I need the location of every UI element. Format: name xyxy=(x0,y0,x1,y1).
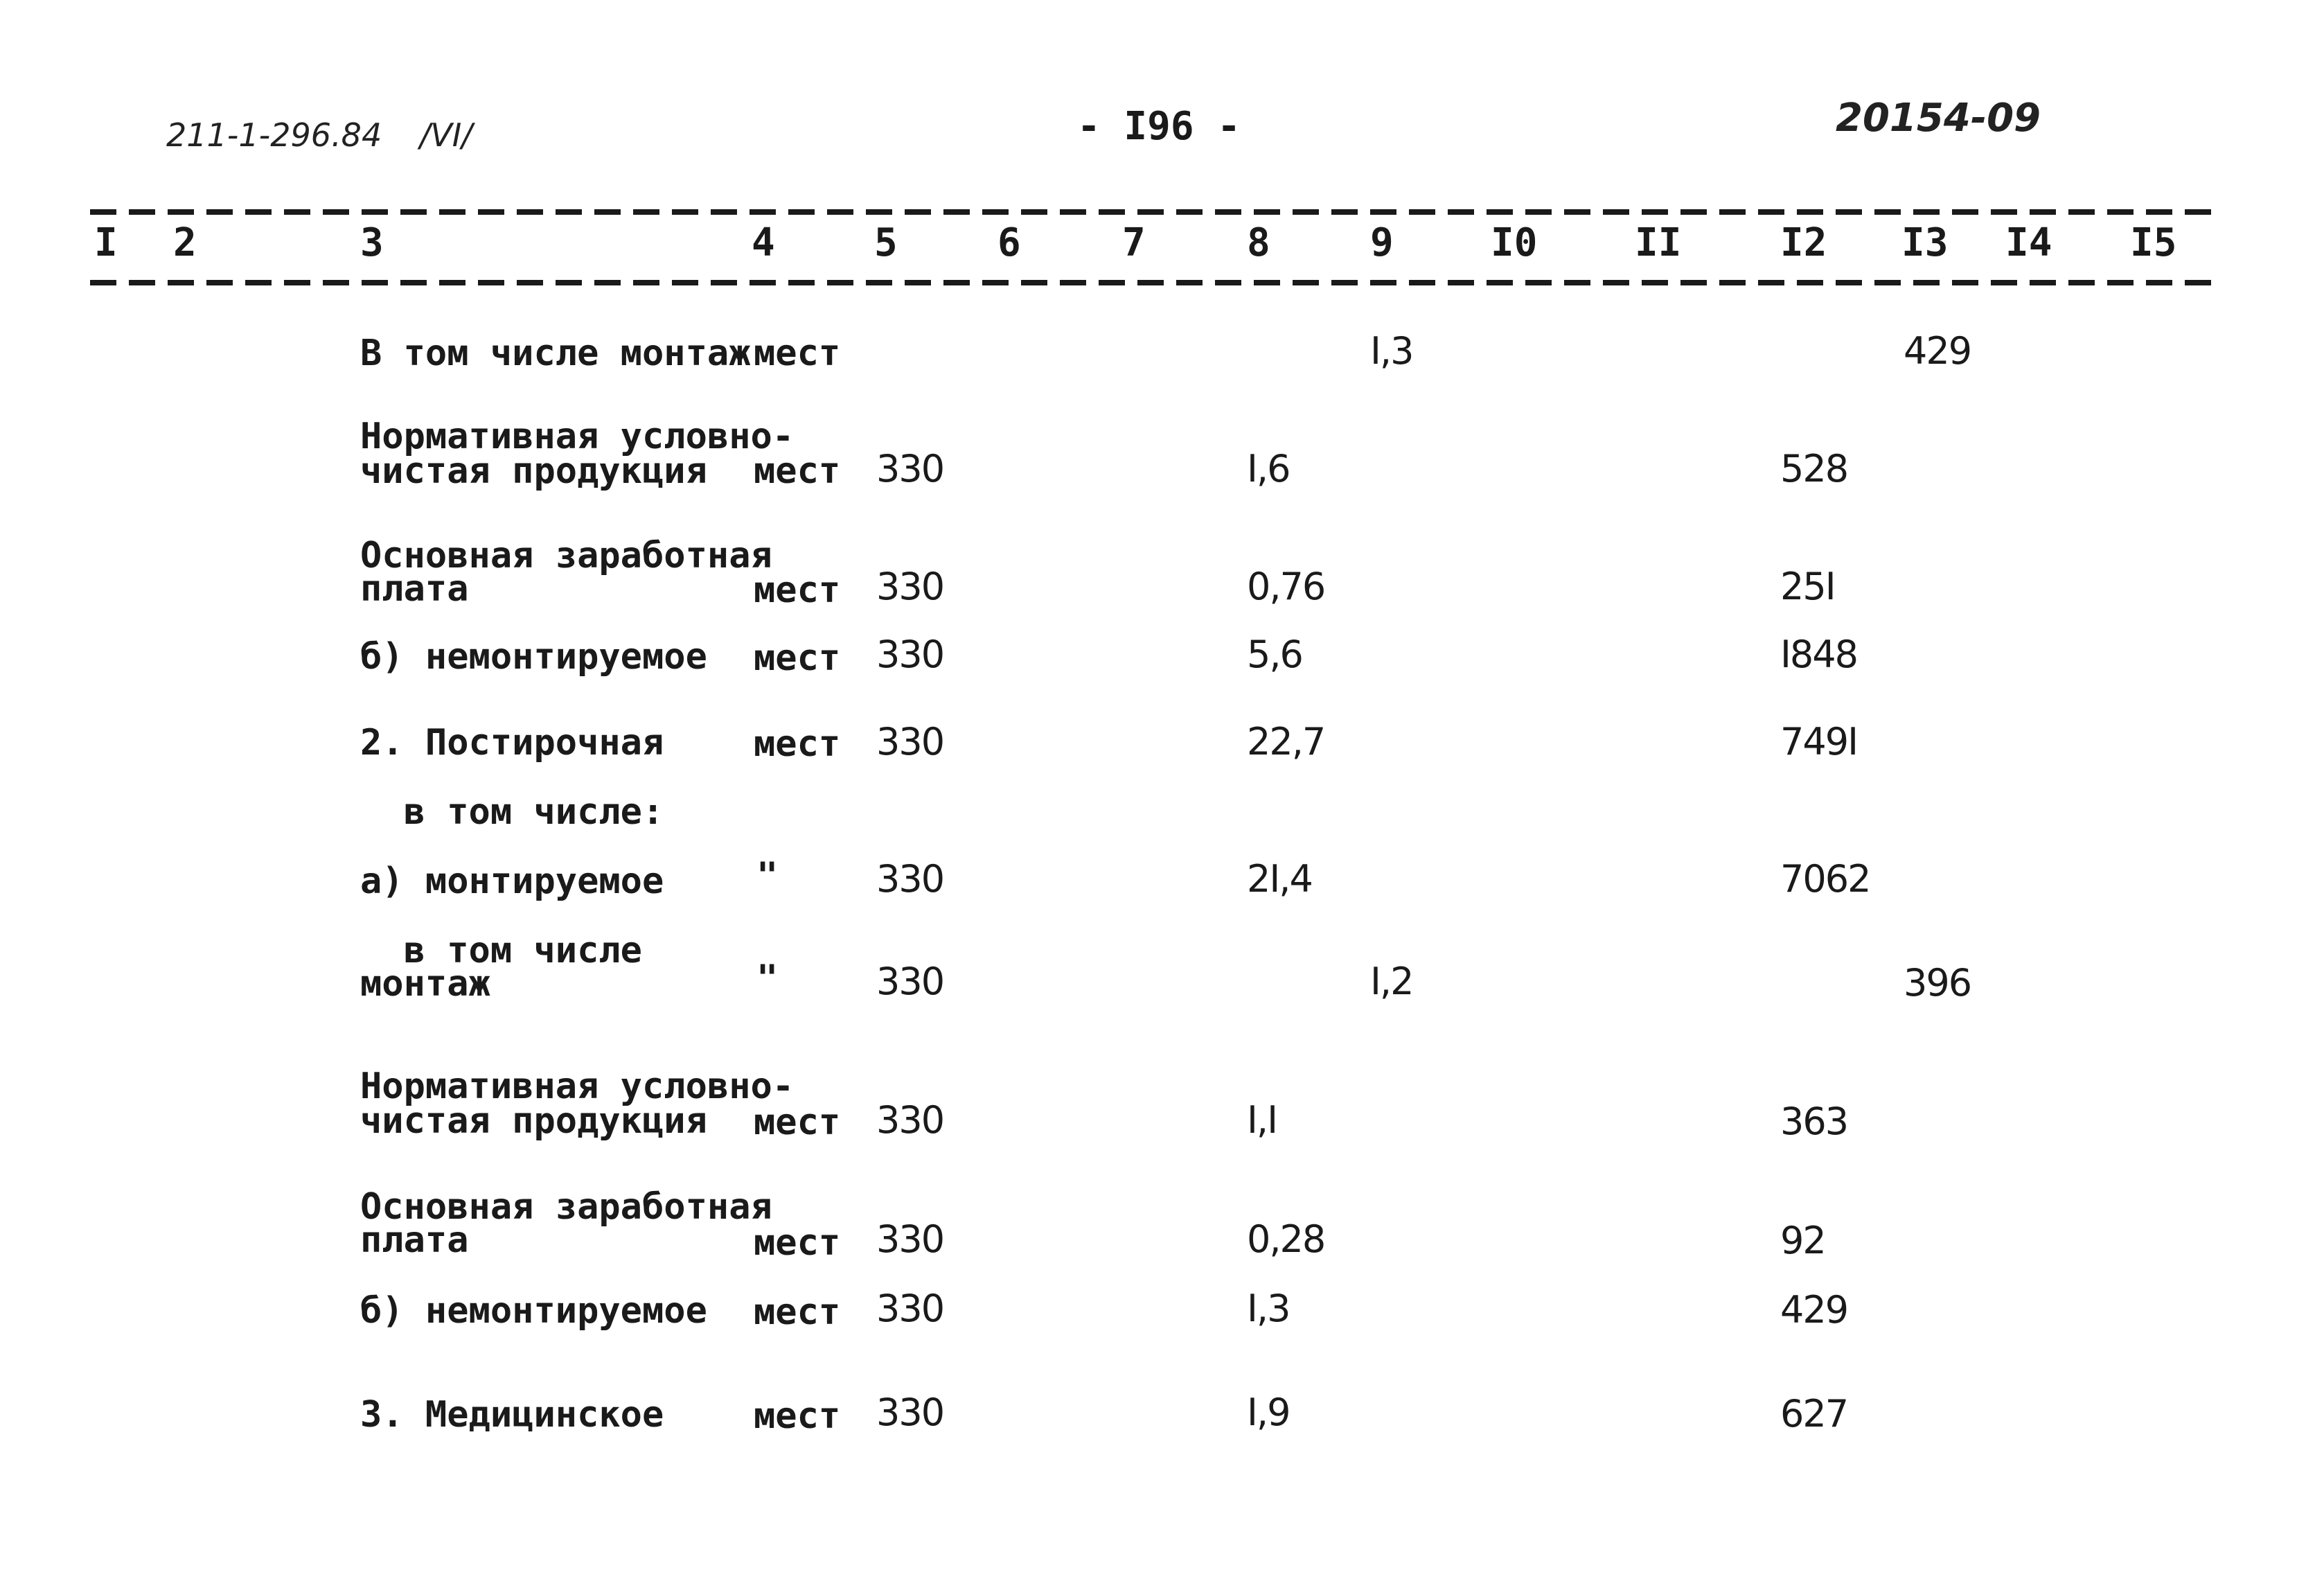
row-col9: I,3 xyxy=(1370,329,1413,373)
row-name: Нормативная условно- xyxy=(360,416,795,457)
doc-code: 211-1-296.84 /VI/ xyxy=(166,116,472,154)
row-name-line2: чистая продукция xyxy=(360,1100,707,1142)
row-unit: мест xyxy=(754,637,841,679)
page-number: - I96 - xyxy=(1077,104,1241,149)
row-col8: I,9 xyxy=(1247,1391,1290,1434)
col-header-3: 3 xyxy=(360,220,384,265)
row-name: в том числе: xyxy=(360,791,664,833)
row-unit: мест xyxy=(754,450,841,492)
row-col12: 7062 xyxy=(1780,857,1870,901)
row-name: в том числе xyxy=(360,930,642,971)
row-col5: 330 xyxy=(876,1098,944,1142)
row-col12: 363 xyxy=(1780,1100,1848,1143)
row-col12: 92 xyxy=(1780,1219,1825,1262)
col-header-6: 6 xyxy=(997,220,1021,265)
doc-mark: /VI/ xyxy=(419,116,472,154)
row-unit: " xyxy=(756,958,779,999)
row-col12: 749I xyxy=(1780,720,1857,764)
row-col8: 22,7 xyxy=(1247,720,1325,764)
col-header-4: 4 xyxy=(752,220,775,265)
col-header-14: I4 xyxy=(2005,220,2052,265)
row-col8: 0,28 xyxy=(1247,1217,1325,1261)
col-header-12: I2 xyxy=(1780,220,1827,265)
row-name: Нормативная условно- xyxy=(360,1066,795,1107)
row-col9: I,2 xyxy=(1370,960,1413,1003)
col-header-15: I5 xyxy=(2130,220,2177,265)
row-col5: 330 xyxy=(876,447,944,491)
row-unit: мест xyxy=(754,1222,841,1264)
row-col5: 330 xyxy=(876,565,944,608)
row-col8: 5,6 xyxy=(1247,633,1302,676)
row-name-line2: плата xyxy=(360,1219,469,1261)
row-name: а) монтируемое xyxy=(360,861,664,902)
row-col12: 627 xyxy=(1780,1392,1848,1436)
row-unit: мест xyxy=(754,1395,841,1437)
row-col8: 0,76 xyxy=(1247,565,1325,608)
col-header-10: I0 xyxy=(1491,220,1538,265)
row-name: 3. Медицинское xyxy=(360,1394,664,1436)
row-col5: 330 xyxy=(876,960,944,1003)
row-name: В том числе монтаж xyxy=(360,333,751,374)
row-name: б) немонтируемое xyxy=(360,636,707,678)
col-header-2: 2 xyxy=(173,220,197,265)
header-rule-top xyxy=(90,209,2220,215)
row-col12: 429 xyxy=(1780,1288,1848,1332)
row-col8: I,I xyxy=(1247,1098,1277,1142)
row-col5: 330 xyxy=(876,1287,944,1330)
row-col5: 330 xyxy=(876,633,944,676)
row-name: 2. Постирочная xyxy=(360,722,664,764)
row-col12: 25I xyxy=(1780,565,1835,608)
row-name: Основная заработная xyxy=(360,1186,772,1228)
row-col13: 429 xyxy=(1904,329,1971,373)
row-col5: 330 xyxy=(876,1391,944,1434)
col-header-13: I3 xyxy=(1901,220,1949,265)
row-unit: мест xyxy=(754,1291,841,1333)
col-header-11: II xyxy=(1635,220,1682,265)
row-name: Основная заработная xyxy=(360,535,772,576)
row-col13: 396 xyxy=(1904,961,1971,1005)
archive-number: 20154-09 xyxy=(1836,96,2041,141)
col-header-9: 9 xyxy=(1370,220,1394,265)
row-name-line2: плата xyxy=(360,568,469,610)
col-header-8: 8 xyxy=(1247,220,1270,265)
row-unit: " xyxy=(756,855,779,897)
row-col5: 330 xyxy=(876,720,944,764)
col-header-1: I xyxy=(94,220,118,265)
row-col8: I,3 xyxy=(1247,1287,1290,1330)
row-name-line2: чистая продукция xyxy=(360,450,707,492)
col-header-7: 7 xyxy=(1122,220,1146,265)
row-col5: 330 xyxy=(876,857,944,901)
row-col12: 528 xyxy=(1780,447,1848,491)
row-unit: мест xyxy=(754,723,841,765)
row-col8: I,6 xyxy=(1247,447,1290,491)
col-header-5: 5 xyxy=(874,220,898,265)
header-rule-bottom xyxy=(90,280,2220,285)
row-unit: мест xyxy=(754,570,841,611)
row-name: б) немонтируемое xyxy=(360,1290,707,1332)
row-col12: I848 xyxy=(1780,633,1857,676)
row-unit: мест xyxy=(754,1102,841,1143)
row-col8: 2I,4 xyxy=(1247,857,1312,901)
row-unit: мест xyxy=(754,333,841,374)
row-col5: 330 xyxy=(876,1217,944,1261)
row-name-line2: монтаж xyxy=(360,963,490,1005)
